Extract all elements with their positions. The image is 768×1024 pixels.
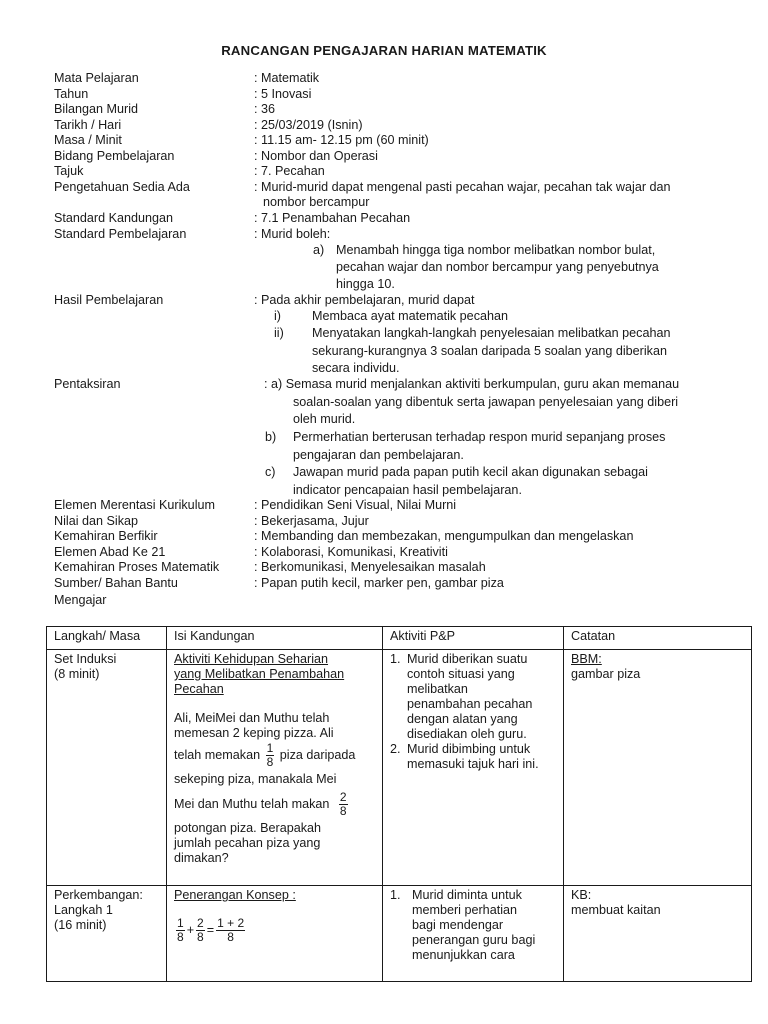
label-kemahiran-berfikir: Kemahiran Berfikir (54, 529, 158, 543)
fraction-denominator: 8 (197, 930, 204, 944)
row1-isi-fraction-line (174, 742, 375, 769)
table-header-row (47, 627, 752, 650)
value-tarikh: : 25/03/2019 (Isnin) (254, 117, 363, 132)
fraction-numerator: 1 (266, 741, 274, 755)
hasil-ii-line: sekurang-kurangnya 3 soalan daripada 5 soalan yang diberikan (312, 344, 667, 358)
row1-isi-heading-line: Aktiviti Kehidupan Seharian (174, 652, 329, 666)
table-row (47, 650, 752, 886)
row1-isi-heading-line: yang Melibatkan Penambahan (174, 667, 345, 681)
list-item (390, 742, 556, 772)
row1-isi-heading-line: Pecahan (174, 682, 224, 696)
value-hasil: : Pada akhir pembelajaran, murid dapat (254, 293, 475, 307)
fraction-eq-c (216, 917, 245, 944)
fraction-numerator: 2 (339, 790, 347, 804)
fraction-numerator: 2 (197, 916, 204, 930)
row1-isi-text: telah memakan (174, 747, 261, 762)
fraction-eq-b (196, 917, 205, 944)
row1-langkah-line: (8 minit) (54, 667, 100, 681)
pentaksiran-b-number: b) (265, 430, 277, 444)
catatan-label: BBM: (571, 652, 602, 666)
fraction-equation (174, 917, 375, 944)
row1-isi-text: sekeping piza, manakala Mei (174, 772, 337, 786)
row1-isi-text: piza daripada (279, 747, 356, 762)
row1-isi-text: jumlah pecahan piza yang (174, 836, 321, 850)
value-masa: : 11.15 am- 12.15 pm (60 minit) (254, 133, 429, 147)
row1-isi-text: memesan 2 keping pizza. Ali (174, 726, 334, 740)
value-abad21: : Kolaborasi, Komunikasi, Kreativiti (254, 544, 448, 559)
value-tahun: : 5 Inovasi (254, 86, 312, 101)
hasil-i-number: i) (274, 309, 281, 323)
row2-isi-heading: Penerangan Konsep : (174, 888, 296, 902)
row2-isi (167, 886, 383, 982)
hasil-ii-line: secara individu. (312, 361, 400, 375)
list-item-number: 2. (390, 742, 401, 756)
row1-isi-text: potongan piza. Berapakah (174, 821, 322, 835)
list-item-number: 1. (390, 652, 401, 666)
label-nilai: Nilai dan Sikap (54, 513, 139, 528)
row1-langkah-line: Set Induksi (54, 652, 117, 666)
row1-isi-text: Ali, MeiMei dan Muthu telah (174, 711, 330, 725)
value-tajuk: : 7. Pecahan (254, 164, 325, 178)
value-standard-pembelajaran: : Murid boleh: (254, 226, 331, 241)
value-kemahiran-berfikir: : Membanding dan membezakan, mengumpulkan dan mengelaskan (254, 529, 634, 543)
pentaksiran-a-line: oleh murid. (293, 412, 356, 426)
label-standard-kandungan: Standard Kandungan (54, 211, 174, 225)
row1-catatan (564, 650, 752, 886)
label-tarikh: Tarikh / Hari (54, 117, 122, 132)
label-proses: Kemahiran Proses Matematik (54, 560, 220, 574)
value-elemen-merentasi: : Pendidikan Seni Visual, Nilai Murni (254, 498, 457, 512)
pentaksiran-a-line1: : a) Semasa murid menjalankan aktiviti berkumpulan, guru akan memanau (264, 377, 680, 391)
value-bidang: : Nombor dan Operasi (254, 148, 378, 163)
label-standard-pembelajaran: Standard Pembelajaran (54, 226, 187, 241)
row1-isi-text: dimakan? (174, 851, 229, 865)
list-item-line: Murid dibimbing untuk (407, 742, 531, 756)
row1-aktiviti (383, 650, 564, 886)
header-catatan: Catatan (564, 627, 752, 650)
label-hasil: Hasil Pembelajaran (54, 293, 164, 307)
catatan-value: gambar piza (571, 667, 641, 681)
hasil-i-text: Membaca ayat matematik pecahan (312, 309, 509, 323)
header-langkah: Langkah/ Masa (47, 627, 167, 650)
pentaksiran-b-line: pengajaran dan pembelajaran. (293, 447, 464, 462)
header-isi: Isi Kandungan (167, 627, 383, 650)
fraction-denominator: 8 (266, 755, 274, 769)
list-item (390, 888, 556, 963)
list-item-number: 1. (390, 888, 401, 902)
fraction-two-eighths (339, 791, 348, 818)
label-tahun: Tahun (54, 86, 89, 101)
pentaksiran-c-number: c) (265, 465, 276, 479)
value-pengetahuan-line2: nombor bercampur (263, 195, 370, 209)
value-nilai: : Bekerjasama, Jujur (254, 513, 369, 528)
sp-item-line: hingga 10. (336, 277, 395, 291)
row2-langkah-line: Perkembangan: (54, 888, 143, 902)
list-item-line: memberi perhatian (412, 903, 517, 917)
label-elemen-merentasi: Elemen Merentasi Kurikulum (54, 498, 215, 512)
list-item-line: disediakan oleh guru. (407, 727, 527, 741)
fraction-denominator: 8 (177, 930, 184, 944)
row2-catatan (564, 886, 752, 982)
value-mata-pelajaran: : Matematik (254, 71, 320, 85)
label-sumber-line2: Mengajar (54, 593, 107, 607)
label-masa: Masa / Minit (54, 133, 122, 147)
header-aktiviti: Aktiviti P&P (383, 627, 564, 650)
row2-langkah-line: Langkah 1 (54, 903, 113, 917)
page-title: RANCANGAN PENGAJARAN HARIAN MATEMATIK (221, 43, 547, 58)
pentaksiran-c-line: indicator pencapaian hasil pembelajaran. (293, 482, 522, 497)
list-item-line: Murid diminta untuk (412, 888, 522, 902)
list-item-line: bagi mendengar (412, 918, 504, 932)
hasil-ii-number: ii) (274, 326, 284, 340)
pentaksiran-b-line: Permerhatian berterusan terhadap respon murid sepanjang proses (293, 430, 666, 444)
fraction-numerator: 1 (177, 916, 184, 930)
fraction-one-eighth (266, 742, 275, 769)
fraction-denominator: 8 (227, 930, 234, 944)
value-bilangan-murid: : 36 (254, 102, 276, 116)
fraction-eq-a (176, 917, 185, 944)
list-item-line: memasuki tajuk hari ini. (407, 757, 539, 771)
list-item (390, 652, 556, 742)
pentaksiran-c-line: Jawapan murid pada papan putih kecil akan digunakan sebagai (293, 465, 648, 479)
label-abad21: Elemen Abad Ke 21 (54, 544, 166, 559)
row1-isi-fraction-line (174, 791, 375, 818)
row2-langkah (47, 886, 167, 982)
list-item-text (407, 652, 532, 742)
label-mata-pelajaran: Mata Pelajaran (54, 71, 139, 85)
table-row (47, 886, 752, 982)
list-item-line: menunjukkan cara (412, 948, 515, 962)
sp-item-line: pecahan wajar dan nombor bercampur yang penyebutnya (336, 260, 659, 274)
list-item-text (412, 888, 535, 963)
label-pentaksiran: Pentaksiran (54, 377, 121, 391)
catatan-label: KB: (571, 888, 592, 902)
catatan-value: membuat kaitan (571, 903, 661, 917)
row2-langkah-line: (16 minit) (54, 918, 107, 932)
sp-item-number: a) (313, 243, 325, 257)
hasil-ii-line: Menyatakan langkah-langkah penyelesaian melibatkan pecahan (312, 326, 671, 340)
list-item-line: Murid diberikan suatu (407, 652, 528, 666)
pentaksiran-a-line: soalan-soalan yang dibentuk serta jawapan penyelesaian yang diberi (293, 394, 679, 409)
label-bilangan-murid: Bilangan Murid (54, 102, 139, 116)
plus-sign: + (186, 922, 195, 937)
sp-item-line: Menambah hingga tiga nombor melibatkan nombor bulat, (336, 243, 656, 257)
row1-isi (167, 650, 383, 886)
list-item-line: penambahan pecahan (407, 697, 533, 711)
value-standard-kandungan: : 7.1 Penambahan Pecahan (254, 211, 411, 225)
lesson-table (46, 626, 752, 982)
row1-langkah (47, 650, 167, 886)
row2-aktiviti (383, 886, 564, 982)
list-item-line: penerangan guru bagi (412, 933, 536, 947)
fraction-numerator: 1 + 2 (217, 916, 245, 930)
list-item-line: contoh situasi yang (407, 667, 515, 681)
value-sumber: : Papan putih kecil, marker pen, gambar piza (254, 575, 504, 590)
label-bidang: Bidang Pembelajaran (54, 148, 175, 163)
value-proses: : Berkomunikasi, Menyelesaikan masalah (254, 560, 486, 574)
equals-sign: = (206, 922, 215, 937)
label-sumber: Sumber/ Bahan Bantu (54, 575, 178, 590)
list-item-line: dengan alatan yang (407, 712, 518, 726)
list-item-text (407, 742, 539, 772)
row1-isi-text: Mei dan Muthu telah makan (174, 796, 330, 811)
list-item-line: melibatkan (407, 682, 468, 696)
label-tajuk: Tajuk (54, 164, 84, 178)
fraction-denominator: 8 (339, 804, 347, 818)
value-pengetahuan-line1: : Murid-murid dapat mengenal pasti pecahan wajar, pecahan tak wajar dan (254, 179, 671, 194)
label-pengetahuan: Pengetahuan Sedia Ada (54, 179, 190, 194)
